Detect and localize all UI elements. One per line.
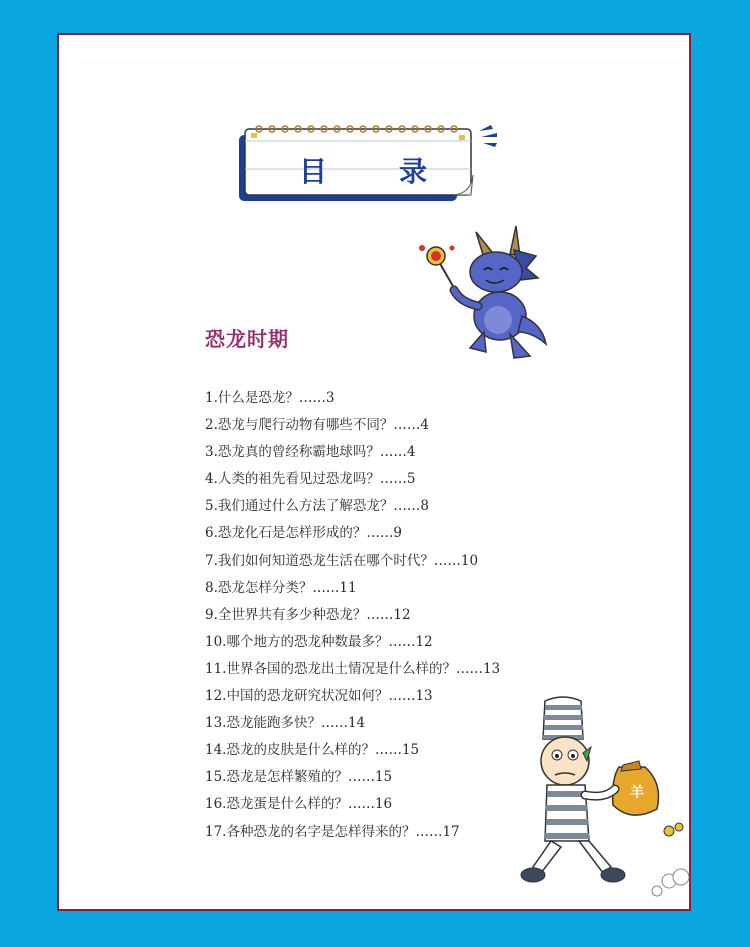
toc-item[interactable]: 14.恐龙的皮肤是什么样的？……15 (205, 742, 420, 759)
toc-item[interactable]: 2.恐龙与爬行动物有哪些不同？……4 (205, 417, 429, 434)
toc-item[interactable]: 1.什么是恐龙？……3 (205, 390, 335, 406)
page-title (299, 150, 429, 190)
title-char-1: 目 (299, 155, 330, 188)
toc-item[interactable]: 4.人类的祖先看见过恐龙吗？……5 (205, 471, 416, 488)
dinosaur-illustration (414, 220, 554, 364)
thief-illustration (519, 695, 691, 909)
money-bag-label: 羊 (630, 785, 644, 801)
toc-item[interactable]: 8.恐龙怎样分类？……11 (205, 579, 357, 596)
toc-item[interactable]: 10.哪个地方的恐龙种数最多？……12 (205, 633, 433, 650)
toc-item[interactable]: 13.恐龙能跑多快？……14 (205, 715, 366, 732)
toc-item[interactable]: 15.恐龙是怎样繁殖的？……15 (205, 769, 393, 786)
toc-item[interactable]: 9.全世界共有多少种恐龙？……12 (205, 606, 411, 623)
toc-item[interactable]: 7.我们如何知道恐龙生活在哪个时代？……10 (205, 552, 479, 569)
title-char-2: 录 (398, 155, 429, 188)
toc-item[interactable]: 11.世界各国的恐龙出土情况是什么样的？……13 (205, 660, 501, 677)
toc-list (205, 385, 500, 846)
toc-item[interactable]: 6.恐龙化石是怎样形成的？……9 (205, 525, 402, 542)
section-heading: 恐龙时期 (205, 327, 289, 351)
toc-item[interactable]: 3.恐龙真的曾经称霸地球吗？……4 (205, 444, 416, 461)
toc-item[interactable]: 5.我们通过什么方法了解恐龙？……8 (205, 498, 429, 515)
toc-item[interactable]: 17.各种恐龙的名字是怎样得来的？……17 (205, 823, 460, 840)
toc-item[interactable]: 12.中国的恐龙研究状况如何？……13 (205, 688, 433, 705)
title-banner (239, 125, 501, 205)
page (57, 33, 691, 911)
toc-item[interactable]: 16.恐龙蛋是什么样的？……16 (205, 796, 393, 813)
